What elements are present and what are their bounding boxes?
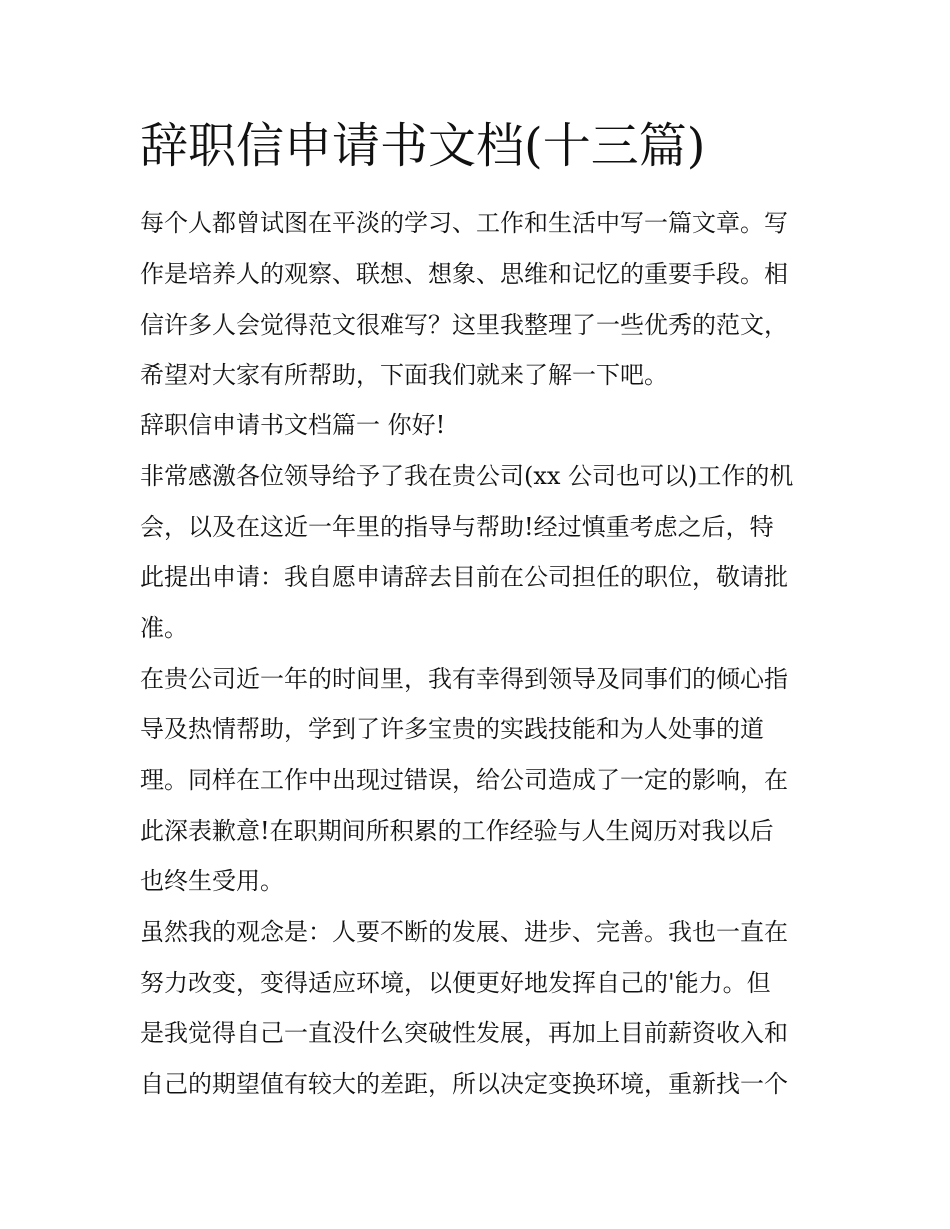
body-line: 此深表歉意!在职期间所积累的工作经验与人生阅历对我以后 bbox=[140, 817, 774, 845]
body-line: 每个人都曾试图在平淡的学习、工作和生活中写一篇文章。写 bbox=[140, 209, 788, 237]
body-line: 虽然我的观念是：人要不断的发展、进步、完善。我也一直在 bbox=[140, 918, 788, 946]
body-line: 作是培养人的观察、联想、想象、思维和记忆的重要手段。相 bbox=[140, 260, 788, 288]
body-line: 理。同样在工作中出现过错误，给公司造成了一定的影响，在 bbox=[140, 766, 788, 794]
body-line: 希望对大家有所帮助，下面我们就来了解一下吧。 bbox=[140, 361, 668, 389]
body-line: 会，以及在这近一年里的指导与帮助!经过慎重考虑之后，特 bbox=[140, 513, 774, 541]
body-line: 此提出申请：我自愿申请辞去目前在公司担任的职位，敬请批 bbox=[140, 563, 788, 591]
body-line: 在贵公司近一年的时间里，我有幸得到领导及同事们的倾心指 bbox=[140, 665, 788, 693]
section-heading-line: 辞职信申请书文档篇一 你好! bbox=[140, 411, 446, 439]
body-line: 努力改变，变得适应环境，以便更好地发挥自己的'能力。但 bbox=[140, 969, 771, 997]
body-line: 自己的期望值有较大的差距，所以决定变换环境，重新找一个 bbox=[140, 1070, 788, 1098]
body-line: 准。 bbox=[140, 614, 188, 642]
body-line: 是我觉得自己一直没什么突破性发展，再加上目前薪资收入和 bbox=[140, 1019, 788, 1047]
document-title: 辞职信申请书文档(十三篇) bbox=[140, 118, 706, 174]
body-line: 信许多人会觉得范文很难写？这里我整理了一些优秀的范文， bbox=[140, 311, 788, 339]
body-line: 导及热情帮助，学到了许多宝贵的实践技能和为人处事的道 bbox=[140, 715, 764, 743]
body-line: 也终生受用。 bbox=[140, 867, 284, 895]
body-line: 非常感激各位领导给予了我在贵公司(xx 公司也可以)工作的机 bbox=[140, 462, 794, 490]
